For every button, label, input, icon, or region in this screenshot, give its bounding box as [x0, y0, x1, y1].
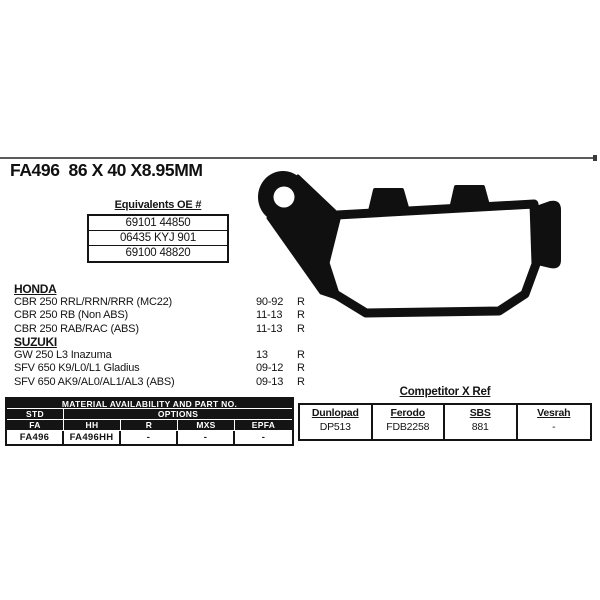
- model-name: SFV 650 K9/L0/L1 Gladius: [14, 362, 140, 374]
- competitor-column: [300, 405, 373, 439]
- oe-number: 69101 44850: [89, 216, 227, 231]
- application-row: [14, 349, 314, 362]
- oe-equivalents-header: Equivalents OE #: [114, 199, 202, 211]
- top-divider-rule: [0, 157, 596, 159]
- part-number-epfa: -: [235, 431, 292, 444]
- column-header-fa: FA: [7, 420, 64, 430]
- competitor-column: [518, 405, 591, 439]
- material-table-header-row: [7, 420, 292, 431]
- material-table-values-row: [7, 431, 292, 444]
- model-name: SFV 650 AK9/AL0/AL1/AL3 (ABS): [14, 376, 175, 388]
- competitor-column: [445, 405, 518, 439]
- model-years: 09-13: [256, 376, 284, 388]
- application-row: [14, 376, 314, 389]
- part-number-hh: FA496HH: [64, 431, 121, 444]
- competitor-xref-title: Competitor X Ref: [399, 386, 491, 398]
- model-years: 90-92: [256, 296, 284, 308]
- oe-number: 06435 KYJ 901: [89, 231, 227, 246]
- model-years: 11-13: [256, 309, 283, 321]
- model-name: GW 250 L3 Inazuma: [14, 349, 112, 361]
- pad-top-tab-right: [451, 187, 489, 209]
- competitor-part: -: [552, 421, 556, 433]
- pad-side-tab: [533, 201, 561, 269]
- part-number-mxs: -: [178, 431, 235, 444]
- std-column-label: STD: [7, 409, 64, 419]
- material-table-title: MATERIAL AVAILABILITY AND PART NO.: [7, 399, 292, 409]
- column-header-hh: HH: [64, 420, 121, 430]
- material-table-group-row: [7, 409, 292, 420]
- pad-position: R: [297, 309, 305, 321]
- make-header-suzuki: SUZUKI: [14, 335, 57, 349]
- part-number-fa: FA496: [7, 431, 64, 444]
- competitor-brand: Dunlopad: [311, 407, 359, 419]
- model-years: 13: [256, 349, 268, 361]
- competitor-brand: Vesrah: [537, 407, 571, 419]
- pad-top-tab-left: [370, 190, 408, 211]
- pad-position: R: [297, 376, 305, 388]
- pad-position: R: [297, 323, 305, 335]
- page-title: FA496 86 X 40 X8.95MM: [10, 160, 203, 180]
- oe-equivalents-table: [87, 214, 229, 263]
- pad-position: R: [297, 296, 305, 308]
- column-header-mxs: MXS: [178, 420, 235, 430]
- application-row: [14, 309, 314, 322]
- model-name: CBR 250 RB (Non ABS): [14, 309, 128, 321]
- model-years: 09-12: [256, 362, 284, 374]
- oe-number: 69100 48820: [125, 247, 191, 259]
- pad-body-outline: [325, 204, 536, 313]
- application-row: [14, 296, 314, 309]
- model-name: CBR 250 RRL/RRN/RRR (MC22): [14, 296, 172, 308]
- options-column-label: OPTIONS: [157, 409, 199, 419]
- competitor-part: 881: [471, 421, 489, 433]
- top-divider-end-tick: [593, 155, 597, 161]
- application-row: [14, 323, 314, 336]
- column-header-epfa: EPFA: [251, 420, 276, 430]
- competitor-column: [373, 405, 446, 439]
- model-name: CBR 250 RAB/RAC (ABS): [14, 323, 139, 335]
- competitor-xref-table: [298, 403, 592, 441]
- competitor-part: DP513: [319, 421, 351, 433]
- make-header-honda: HONDA: [14, 282, 57, 296]
- pad-position: R: [297, 362, 305, 374]
- pad-position: R: [297, 349, 305, 361]
- application-row: [14, 362, 314, 375]
- part-number-r: -: [121, 431, 178, 444]
- pad-lug-hole: [274, 187, 295, 208]
- competitor-brand: SBS: [469, 407, 491, 419]
- column-header-r: R: [121, 420, 178, 430]
- competitor-part: FDB2258: [386, 421, 430, 433]
- competitor-brand: Ferodo: [390, 407, 425, 419]
- material-availability-table: [5, 397, 294, 446]
- model-years: 11-13: [256, 323, 283, 335]
